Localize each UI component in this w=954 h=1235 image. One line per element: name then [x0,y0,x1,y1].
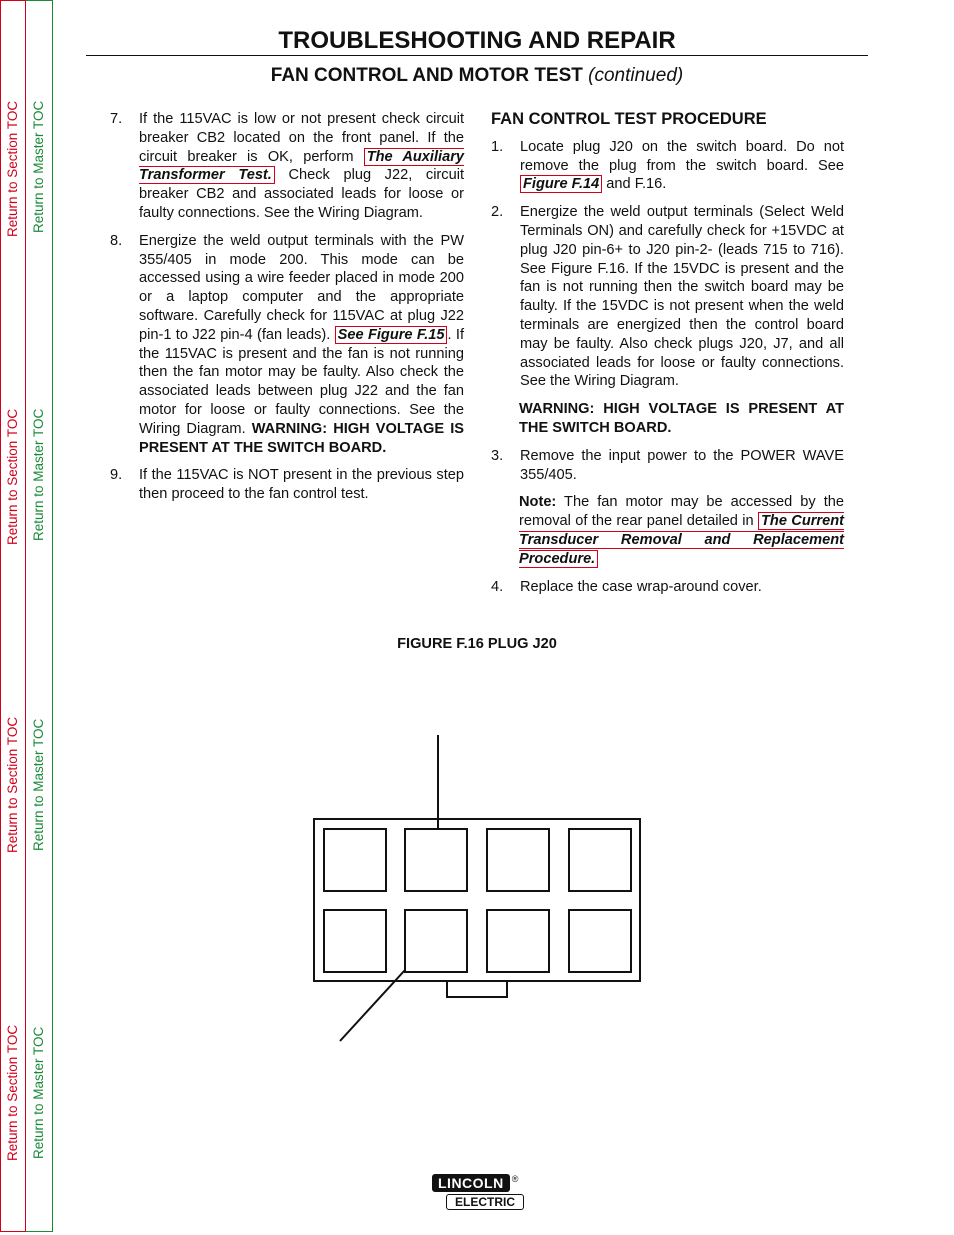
current-transducer-procedure-link[interactable]: The Current Transducer Removal and Replacement Procedure. [519,513,845,567]
plug-j20-housing [314,819,640,997]
step-9 [110,466,464,504]
plug-pin-cell [324,910,386,972]
high-voltage-warning: WARNING: HIGH VOLTAGE IS PRESENT AT THE SWITCH BOARD. [139,420,464,456]
figure-f14-link[interactable]: Figure F.14 [520,175,602,193]
step-8-text-a: Energize the weld output terminals with the PW 355/405 in mode 200. This mode can be accessed using a wire feeder placed in mode 200 or a laptop computer and the appropriate software. Carefully check for 115VAC at plug J22 pin-1 to J22 pin-4 (fan leads). [139,232,464,343]
step-number: 2. [491,204,504,221]
step-7 [110,110,464,223]
plug-pin-cell [405,910,467,972]
step-text [139,110,464,223]
return-to-master-toc-link-2[interactable]: Return to Master TOC [31,408,46,541]
page-title: TROUBLESHOOTING AND REPAIR [278,27,676,54]
plug-pin-cell [487,829,549,891]
auxiliary-transformer-test-link[interactable]: The Auxiliary Transformer Test. [139,148,464,184]
step-number: 1. [491,138,504,155]
step-8-text-b: . If the 115VAC is present and the fan is not running then the fan motor may be faulty. Also check the associated leads between plug J22 and the fan motor for loose or faulty connections. See the Wiring Diagram. [139,326,464,437]
plug-j20-diagram [300,730,660,1050]
warning-text: WARNING: HIGH VOLTAGE IS PRESENT AT THE SWITCH BOARD. [519,401,844,436]
step-2 [491,203,844,391]
left-column [110,110,464,513]
see-figure-f15-link[interactable]: See Figure F.15 [335,326,448,344]
step-text: If the 115VAC is NOT present in the previous step then proceed to the fan control test. [139,467,464,503]
registered-mark: ® [511,1174,519,1184]
return-to-section-toc-link-2[interactable]: Return to Section TOC [5,408,20,545]
plug-pin-cell [487,910,549,972]
step-number: 3. [491,447,504,464]
plug-outline [314,819,640,981]
return-to-section-toc-link-3[interactable]: Return to Section TOC [5,716,20,853]
step-1-text-a: Locate plug J20 on the switch board. Do not remove the plug from the switch board. See [520,138,844,174]
step-7-text-b: Check plug J22, circuit breaker CB2 and associated leads for loose or faulty connections. See the Wiring Diagram. [139,167,465,221]
step-7-text-a: If the 115VAC is low or not present check circuit breaker CB2 located on the front panel. If the circuit breaker is OK, perform [139,111,464,165]
step-8 [110,232,464,458]
plug-pin-cell [405,829,467,891]
return-to-section-toc-link-4[interactable]: Return to Section TOC [5,1024,20,1161]
step-3 [491,447,844,485]
return-to-master-toc-link-1[interactable]: Return to Master TOC [31,100,46,233]
step-number: 8. [110,232,123,249]
plug-pin-cell [324,829,386,891]
figure-caption: FIGURE F.16 PLUG J20 [397,636,557,652]
fan-motor-note [519,493,844,568]
step-text: Replace the case wrap-around cover. [520,578,762,595]
note-label: Note: [519,494,557,511]
return-to-section-toc-link-1[interactable]: Return to Section TOC [5,100,20,237]
header-rule [86,55,868,56]
step-1-text-b: and F.16. [602,176,667,193]
logo-electric: ELECTRIC [446,1194,524,1210]
step-number: 4. [491,578,504,595]
plug-latch-tab [447,981,507,997]
subtitle-main: FAN CONTROL AND MOTOR TEST [270,65,583,86]
step-text: Remove the input power to the POWER WAVE 355/405. [520,447,844,483]
subtitle-suffix: (continued) [588,65,684,86]
fan-control-test-heading: FAN CONTROL TEST PROCEDURE [491,110,767,128]
step-number: 7. [110,111,123,127]
return-to-master-toc-link-3[interactable]: Return to Master TOC [31,718,46,851]
step-number: 9. [110,467,123,484]
lincoln-electric-logo [432,1174,524,1211]
step-text [139,232,464,458]
step-text: Energize the weld output terminals (Select Weld Terminals ON) and carefully check for +15VDC at plug J20 pin-6+ to J20 pin-2- (leads 715 to 716). See Figure F.16. If the 15VDC is present and the fan is not running then the switch board may be faulty. If the 15VDC is not present when the weld terminals are energized then the control board may be faulty. Also check plugs J20, J7, and all associated leads for loose or faulty connections. See the Wiring Diagram. [520,204,844,390]
high-voltage-warning [519,400,844,438]
note-text: The fan motor may be accessed by the removal of the rear panel detailed in [519,494,844,530]
logo-lincoln: LINCOLN [432,1174,510,1192]
plug-pin-cell [569,829,631,891]
right-column [491,110,844,605]
step-1 [491,138,844,194]
page-subtitle [86,65,868,87]
step-4 [491,578,844,597]
step-text [520,138,844,194]
return-to-master-toc-link-4[interactable]: Return to Master TOC [31,1026,46,1159]
plug-pin-cell [569,910,631,972]
